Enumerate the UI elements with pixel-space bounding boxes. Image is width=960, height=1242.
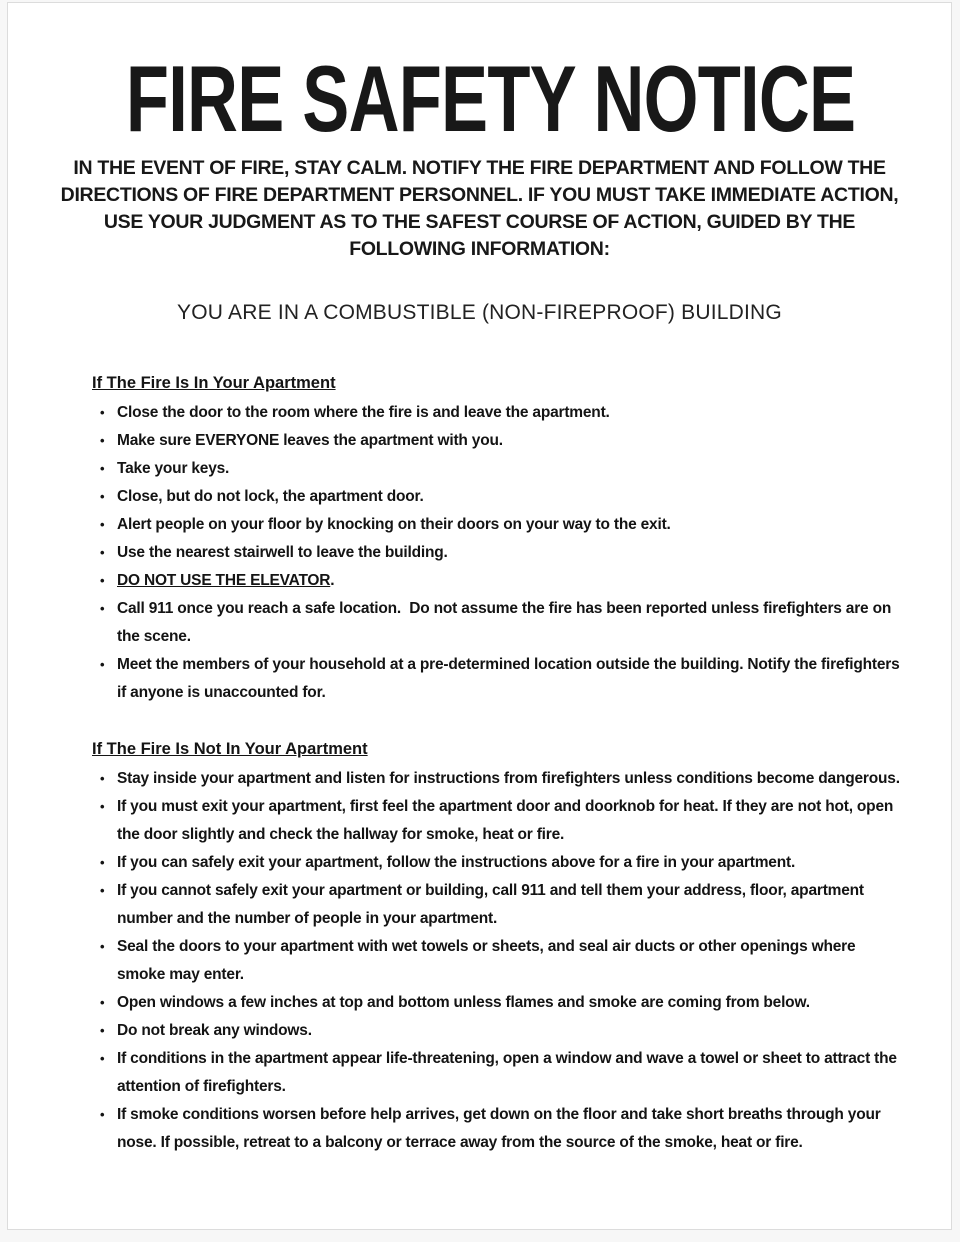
- bullet-list: [92, 765, 903, 1157]
- bullet-text: Close, but do not lock, the apartment door.: [117, 488, 424, 505]
- intro-paragraph: IN THE EVENT OF FIRE, STAY CALM. NOTIFY THE FIRE DEPARTMENT AND FOLLOW THE DIRECTIONS OF FIRE DEPARTMENT PERSONNEL. IF YOU MUST TAKE IMMEDIATE ACTION, USE YOUR JUDGMENT AS TO THE SAFEST COURSE OF ACTION, GUIDED BY THE FOLLOWING INFORMATION:: [60, 157, 899, 260]
- instruction-section: [92, 735, 903, 1157]
- bullet-text: Use the nearest stairwell to leave the building.: [117, 544, 448, 561]
- bullet-text: Close the door to the room where the fire is and leave the apartment.: [117, 404, 610, 421]
- bullet-text: If you cannot safely exit your apartment or building, call 911 and tell them your address, floor, apartment number and the number of people in your apartment.: [117, 882, 869, 927]
- bullet-text: Take your keys.: [117, 460, 230, 477]
- bullet-list: [92, 399, 903, 707]
- bullet-item: [92, 651, 903, 707]
- bullet-text: DO NOT USE THE ELEVATOR.: [117, 572, 335, 589]
- bullet-item: [92, 933, 903, 989]
- instruction-section: [92, 369, 903, 707]
- section-heading: If The Fire Is Not In Your Apartment: [92, 740, 368, 758]
- bullet-item: [92, 877, 903, 933]
- bullet-text: Call 911 once you reach a safe location. Do not assume the fire has been reported unless firefighters are on the scene.: [117, 600, 896, 645]
- section-heading: If The Fire Is In Your Apartment: [92, 374, 336, 392]
- bullet-text: Do not break any windows.: [117, 1022, 312, 1039]
- bullet-text: If you must exit your apartment, first feel the apartment door and doorknob for heat. If they are not hot, open the door slightly and check the hallway for smoke, heat or fire.: [117, 798, 898, 843]
- bullet-text: If smoke conditions worsen before help arrives, get down on the floor and take short breaths through your nose. If possible, retreat to a balcony or terrace away from the source of the smoke, heat or fire.: [117, 1106, 885, 1151]
- underlined-text: DO NOT USE THE ELEVATOR: [117, 572, 331, 589]
- bullet-text: If conditions in the apartment appear life-threatening, open a window and wave a towel or sheet to attract the attention of firefighters.: [117, 1050, 901, 1095]
- bullet-item: [92, 1017, 903, 1045]
- bullet-text: Make sure EVERYONE leaves the apartment with you.: [117, 432, 503, 449]
- bullet-item: [92, 399, 903, 427]
- bullet-text: Stay inside your apartment and listen for instructions from firefighters unless conditions become dangerous.: [117, 770, 900, 787]
- building-type-line: YOU ARE IN A COMBUSTIBLE (NON-FIREPROOF) BUILDING: [177, 301, 782, 324]
- bullet-item: [92, 989, 903, 1017]
- bullet-item: [92, 595, 903, 651]
- bullet-item: [92, 539, 903, 567]
- bullet-text: If you can safely exit your apartment, follow the instructions above for a fire in your apartment.: [117, 854, 796, 871]
- bullet-item: [92, 567, 903, 595]
- bullet-item: [92, 1101, 903, 1157]
- bullet-item: [92, 455, 903, 483]
- bullet-text: Alert people on your floor by knocking on their doors on your way to the exit.: [117, 516, 671, 533]
- bullet-item: [92, 483, 903, 511]
- bullet-item: [92, 765, 903, 793]
- document-page: [7, 2, 952, 1230]
- bullet-text: Open windows a few inches at top and bottom unless flames and smoke are coming from below.: [117, 994, 810, 1011]
- bullet-text: Meet the members of your household at a pre-determined location outside the building. Notify the firefighters if anyone is unaccounted for.: [117, 656, 904, 701]
- bullet-item: [92, 793, 903, 849]
- bullet-item: [92, 511, 903, 539]
- page-title: FIRE SAFETY NOTICE: [125, 46, 856, 151]
- bullet-item: [92, 427, 903, 455]
- sections-container: [92, 369, 903, 1157]
- bullet-item: [92, 1045, 903, 1101]
- bullet-text: Seal the doors to your apartment with wet towels or sheets, and seal air ducts or other openings where smoke may enter.: [117, 938, 860, 983]
- bullet-item: [92, 849, 903, 877]
